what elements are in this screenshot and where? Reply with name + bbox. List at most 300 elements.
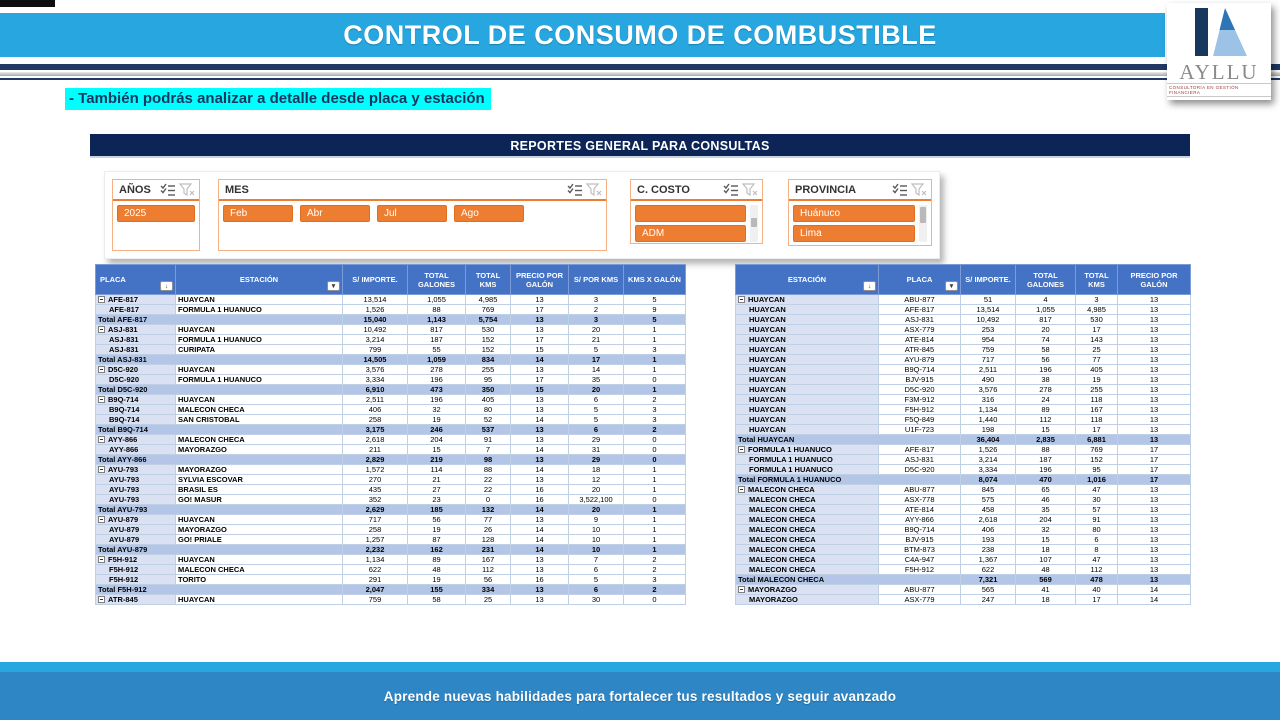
cell: 2,835	[1016, 435, 1076, 445]
cell: MALECON CHECA	[736, 545, 879, 555]
cell: 13	[1118, 315, 1191, 325]
cell: AYU-879	[96, 525, 176, 535]
cell: 167	[466, 555, 511, 565]
collapse-icon[interactable]	[98, 596, 105, 603]
cell: 565	[961, 585, 1016, 595]
cell: ATR-845	[96, 595, 176, 605]
cell: 817	[408, 325, 466, 335]
table-row	[96, 535, 686, 545]
cell: 196	[408, 375, 466, 385]
cell: B9Q-714	[96, 415, 176, 425]
cell: 14	[511, 505, 569, 515]
cell: Total MALECON CHECA	[736, 575, 961, 585]
table-row	[96, 465, 686, 475]
slicer-title: C. COSTO	[637, 183, 690, 196]
cell: MALECON CHECA	[736, 495, 879, 505]
multiselect-icon[interactable]	[723, 183, 739, 196]
cell: HUAYCAN	[736, 345, 879, 355]
cell: 3,214	[343, 335, 408, 345]
cell: 13	[1118, 555, 1191, 565]
cell: 13	[1118, 355, 1191, 365]
slicer-scrollbar[interactable]	[919, 205, 927, 242]
cell: 278	[1016, 385, 1076, 395]
cell: ATE-814	[879, 505, 961, 515]
cell: 32	[1016, 525, 1076, 535]
cell: 13	[1118, 305, 1191, 315]
sort-icon[interactable]: ↓	[160, 281, 173, 291]
cell: 187	[408, 335, 466, 345]
cell: 29	[569, 435, 624, 445]
cell: 46	[1016, 495, 1076, 505]
section-banner: REPORTES GENERAL PARA CONSULTAS	[90, 134, 1190, 158]
cell: 1,016	[1076, 475, 1118, 485]
cell: 13	[1118, 395, 1191, 405]
cell: 19	[408, 575, 466, 585]
slicer-title: AÑOS	[119, 183, 151, 196]
clear-filter-icon[interactable]	[586, 183, 602, 196]
cell: 40	[1076, 585, 1118, 595]
cell: 3	[569, 295, 624, 305]
slicer-years	[112, 179, 200, 251]
cell: 20	[569, 325, 624, 335]
slicer-item-blank[interactable]	[635, 205, 746, 222]
cell: 114	[408, 465, 466, 475]
total-row	[736, 575, 1191, 585]
cell: 152	[466, 335, 511, 345]
cell: 15,040	[343, 315, 408, 325]
cell: 7	[569, 555, 624, 565]
cell: 89	[408, 555, 466, 565]
collapse-icon[interactable]	[98, 366, 105, 373]
column-header: ESTACIÓN ↓	[736, 265, 879, 295]
cell: 537	[466, 425, 511, 435]
table-row	[96, 365, 686, 375]
cell: 10	[569, 545, 624, 555]
total-row	[736, 435, 1191, 445]
cell: ASJ-831	[879, 315, 961, 325]
cell: 406	[343, 405, 408, 415]
slicer-item-feb[interactable]: Feb	[223, 205, 293, 222]
cell: 255	[466, 365, 511, 375]
cell: 20	[1016, 325, 1076, 335]
cell: 185	[408, 505, 466, 515]
cell: MALECON CHECA	[176, 435, 343, 445]
cell: 291	[343, 575, 408, 585]
cell: 13	[1118, 335, 1191, 345]
cell: 51	[961, 295, 1016, 305]
cell: HUAYCAN	[176, 395, 343, 405]
cell: FORMULA 1 HUANUCO	[176, 375, 343, 385]
cell: HUAYCAN	[736, 305, 879, 315]
cell: 405	[1076, 365, 1118, 375]
subtitle-highlight: - También podrás analizar a detalle desde placa y estación	[65, 88, 491, 110]
cell: AYU-879	[96, 535, 176, 545]
cell: BJV-915	[879, 375, 961, 385]
cell: 57	[1076, 505, 1118, 515]
cell: 258	[343, 415, 408, 425]
cell: 14	[511, 545, 569, 555]
cell: 13	[511, 295, 569, 305]
cell: 187	[1016, 455, 1076, 465]
slicer-month	[218, 179, 607, 251]
cell: 19	[408, 415, 466, 425]
cell: 13	[1118, 325, 1191, 335]
cell: 16	[511, 495, 569, 505]
cell: HUAYCAN	[736, 385, 879, 395]
cell: 211	[343, 445, 408, 455]
table-row	[96, 415, 686, 425]
cell: HUAYCAN	[736, 405, 879, 415]
slicer-item-huánuco[interactable]: Huánuco	[793, 205, 915, 222]
cell: 112	[466, 565, 511, 575]
cell: 6	[569, 425, 624, 435]
column-header: KMS X GALÓN	[624, 265, 686, 295]
cell: F5H-912	[96, 555, 176, 565]
cell: 14,505	[343, 355, 408, 365]
cell: 13	[1118, 385, 1191, 395]
cell: 8	[1076, 545, 1118, 555]
cell: B9Q-714	[879, 525, 961, 535]
cell: 6,881	[1076, 435, 1118, 445]
cell: 22	[466, 475, 511, 485]
cell: 458	[961, 505, 1016, 515]
collapse-icon[interactable]	[98, 556, 105, 563]
cell: 88	[466, 465, 511, 475]
total-row	[96, 315, 686, 325]
cell: B9Q-714	[96, 405, 176, 415]
cell: 13	[511, 565, 569, 575]
cell: Total FORMULA 1 HUANUCO	[736, 475, 961, 485]
cell: 3,576	[343, 365, 408, 375]
cell: F5H-912	[96, 565, 176, 575]
cell: 7,321	[961, 575, 1016, 585]
cell: 219	[408, 455, 466, 465]
cell: 255	[1076, 385, 1118, 395]
cell: HUAYCAN	[736, 335, 879, 345]
cell: 473	[408, 385, 466, 395]
cell: 77	[466, 515, 511, 525]
table-row	[96, 395, 686, 405]
cell: 5	[569, 405, 624, 415]
table-row	[736, 405, 1191, 415]
cell: 1	[624, 485, 686, 495]
slicer-item-adm[interactable]: ADM	[635, 225, 746, 242]
filter-dropdown-icon[interactable]: ▼	[327, 281, 340, 291]
cell: Total AFE-817	[96, 315, 343, 325]
slicer-item-lima[interactable]: Lima	[793, 225, 915, 242]
cell: BTM-873	[879, 545, 961, 555]
column-header: TOTAL GALONES	[1016, 265, 1076, 295]
table-row	[736, 565, 1191, 575]
cell: 143	[1076, 335, 1118, 345]
cell: 47	[1076, 485, 1118, 495]
cell: 14	[511, 525, 569, 535]
table-row	[736, 515, 1191, 525]
collapse-icon[interactable]	[738, 446, 745, 453]
cell: 470	[1016, 475, 1076, 485]
table-row	[736, 465, 1191, 475]
cell: ASJ-831	[96, 335, 176, 345]
cell: 13	[511, 325, 569, 335]
cell: HUAYCAN	[736, 425, 879, 435]
cell: 1,134	[343, 555, 408, 565]
cell: 17	[511, 375, 569, 385]
cell: FORMULA 1 HUANUCO	[736, 455, 879, 465]
cell: 278	[408, 365, 466, 375]
cell: HUAYCAN	[176, 515, 343, 525]
table-row	[96, 565, 686, 575]
cell: MAYORAZGO	[736, 595, 879, 605]
cell: 13	[1118, 495, 1191, 505]
cell: 231	[466, 545, 511, 555]
cell: 1,059	[408, 355, 466, 365]
cell: Total AYU-879	[96, 545, 343, 555]
cell: 112	[1016, 415, 1076, 425]
cell: 1	[624, 355, 686, 365]
cell: 2,618	[961, 515, 1016, 525]
cell: 3,214	[961, 455, 1016, 465]
cell: AYY-866	[879, 515, 961, 525]
table-row	[736, 495, 1191, 505]
scrollbar-thumb[interactable]	[920, 207, 926, 223]
cell: 2	[624, 565, 686, 575]
sort-icon[interactable]: ↓	[863, 281, 876, 291]
cell: ABU-877	[879, 295, 961, 305]
cell: 196	[1016, 465, 1076, 475]
table-row	[736, 455, 1191, 465]
cell: U1F-723	[879, 425, 961, 435]
cell: ATR-845	[879, 345, 961, 355]
cell: 107	[1016, 555, 1076, 565]
cell: 10,492	[343, 325, 408, 335]
column-header: PLACA ▼	[879, 265, 961, 295]
table-row	[96, 345, 686, 355]
cell: 13	[1118, 565, 1191, 575]
table-row	[736, 425, 1191, 435]
total-row	[736, 475, 1191, 485]
cell: 13	[511, 315, 569, 325]
cell: AYU-879	[96, 515, 176, 525]
slicer-scrollbar[interactable]	[750, 205, 758, 242]
cell: 4,985	[1076, 305, 1118, 315]
table-row	[736, 585, 1191, 595]
slicer-item-list	[113, 201, 199, 226]
collapse-icon[interactable]	[98, 396, 105, 403]
table-row	[96, 305, 686, 315]
cell: 6	[569, 565, 624, 575]
collapse-icon[interactable]	[738, 296, 745, 303]
collapse-icon[interactable]	[738, 486, 745, 493]
cell: 334	[466, 585, 511, 595]
cell: 1	[624, 365, 686, 375]
cell: FORMULA 1 HUANUCO	[736, 445, 879, 455]
cell: 6	[1076, 535, 1118, 545]
multiselect-icon[interactable]	[567, 183, 583, 196]
column-header: S/ IMPORTE.	[961, 265, 1016, 295]
table-row	[736, 295, 1191, 305]
cell: HUAYCAN	[176, 555, 343, 565]
slicer-item-ago[interactable]: Ago	[454, 205, 524, 222]
cell: 118	[1076, 415, 1118, 425]
cell: MALECON CHECA	[176, 405, 343, 415]
cell: D5C-920	[879, 465, 961, 475]
cell: 1,526	[343, 305, 408, 315]
cell: 1,055	[1016, 305, 1076, 315]
cell: MALECON CHECA	[736, 555, 879, 565]
cell: 14	[511, 355, 569, 365]
cell: 17	[1118, 455, 1191, 465]
cell: 95	[1076, 465, 1118, 475]
cell: FORMULA 1 HUANUCO	[176, 305, 343, 315]
table-row	[96, 325, 686, 335]
cell: 152	[466, 345, 511, 355]
cell: Total HUAYCAN	[736, 435, 961, 445]
cell: 1	[624, 545, 686, 555]
column-header: PLACA ↓	[96, 265, 176, 295]
multiselect-icon[interactable]	[160, 183, 176, 196]
cell: HUAYCAN	[736, 375, 879, 385]
clear-filter-icon[interactable]	[179, 183, 195, 196]
cell: 246	[408, 425, 466, 435]
cell: 24	[1016, 395, 1076, 405]
cell: AYY-866	[96, 445, 176, 455]
cell: BRASIL ES	[176, 485, 343, 495]
cell: 253	[961, 325, 1016, 335]
cell: 48	[1016, 565, 1076, 575]
cell: 13,514	[961, 305, 1016, 315]
cell: 0	[624, 455, 686, 465]
cell: 1	[624, 525, 686, 535]
cell: HUAYCAN	[736, 395, 879, 405]
cell: 10	[569, 525, 624, 535]
cell: 15	[511, 345, 569, 355]
collapse-icon[interactable]	[98, 436, 105, 443]
cell: 954	[961, 335, 1016, 345]
cell: D5C-920	[96, 365, 176, 375]
cell: 769	[1076, 445, 1118, 455]
cell: ABU-877	[879, 485, 961, 495]
cell: 14	[569, 365, 624, 375]
cell: Total F5H-912	[96, 585, 343, 595]
clear-filter-icon[interactable]	[911, 183, 927, 196]
cell: 16	[511, 575, 569, 585]
cell: Total B9Q-714	[96, 425, 343, 435]
cell: 17	[1076, 595, 1118, 605]
cell: 80	[466, 405, 511, 415]
collapse-icon[interactable]	[98, 326, 105, 333]
cell: 196	[408, 395, 466, 405]
cell: 0	[624, 375, 686, 385]
footer-accent-strip	[0, 662, 1280, 672]
cell: B9Q-714	[96, 395, 176, 405]
cell: ATE-814	[879, 335, 961, 345]
cell: 20	[569, 385, 624, 395]
cell: 0	[624, 595, 686, 605]
cell: 58	[1016, 345, 1076, 355]
cell: 5,754	[466, 315, 511, 325]
cell: 13	[511, 425, 569, 435]
cell: 65	[1016, 485, 1076, 495]
cell: HUAYCAN	[736, 295, 879, 305]
cell: 1,526	[961, 445, 1016, 455]
cell: 17	[1076, 425, 1118, 435]
cell: 13	[511, 365, 569, 375]
column-header: TOTAL KMS	[466, 265, 511, 295]
cell: 21	[569, 335, 624, 345]
cell: 58	[408, 595, 466, 605]
collapse-icon[interactable]	[98, 466, 105, 473]
top-left-mark	[0, 0, 55, 7]
cell: F5Q-849	[879, 415, 961, 425]
cell: 3	[569, 315, 624, 325]
cell: GO! PRIALE	[176, 535, 343, 545]
cell: 8,074	[961, 475, 1016, 485]
cell: MAYORAZGO	[736, 585, 879, 595]
scrollbar-thumb[interactable]	[751, 218, 757, 227]
multiselect-icon[interactable]	[892, 183, 908, 196]
ayllu-logo-icon	[1188, 7, 1250, 62]
cell: HUAYCAN	[176, 295, 343, 305]
cell: 799	[343, 345, 408, 355]
cell: 95	[466, 375, 511, 385]
table-row	[96, 485, 686, 495]
clear-filter-icon[interactable]	[742, 183, 758, 196]
cell: 1	[624, 475, 686, 485]
collapse-icon[interactable]	[98, 296, 105, 303]
cell: 3,175	[343, 425, 408, 435]
slicer-item-abr[interactable]: Abr	[300, 205, 370, 222]
slicer-item-2025[interactable]: 2025	[117, 205, 195, 222]
cell: 13	[1118, 405, 1191, 415]
collapse-icon[interactable]	[738, 586, 745, 593]
cell: 17	[1118, 465, 1191, 475]
cell: 13	[1118, 505, 1191, 515]
cell: 167	[1076, 405, 1118, 415]
cell: 0	[624, 495, 686, 505]
cell: 55	[408, 345, 466, 355]
cell: 21	[408, 475, 466, 485]
cell: 2,047	[343, 585, 408, 595]
cell: 204	[408, 435, 466, 445]
cell: 0	[624, 445, 686, 455]
cell: 80	[1076, 525, 1118, 535]
cell: 15	[1016, 535, 1076, 545]
cell: 36,404	[961, 435, 1016, 445]
table-row	[736, 375, 1191, 385]
cell: 14	[511, 465, 569, 475]
cell: HUAYCAN	[176, 595, 343, 605]
total-row	[96, 505, 686, 515]
cell: 88	[408, 305, 466, 315]
cell: 112	[1076, 565, 1118, 575]
cell: 569	[1016, 575, 1076, 585]
cell: 2	[624, 425, 686, 435]
slicer-title: MES	[225, 183, 249, 196]
cell: 14	[511, 445, 569, 455]
cell: Total AYU-793	[96, 505, 343, 515]
slicer-header	[219, 180, 606, 201]
cell: 13	[1118, 575, 1191, 585]
divider-line	[0, 78, 1280, 80]
cell: 56	[1016, 355, 1076, 365]
slicer-item-jul[interactable]: Jul	[377, 205, 447, 222]
cell: MALECON CHECA	[736, 565, 879, 575]
collapse-icon[interactable]	[98, 516, 105, 523]
cell: 258	[343, 525, 408, 535]
filter-dropdown-icon[interactable]: ▼	[945, 281, 958, 291]
cell: HUAYCAN	[176, 325, 343, 335]
cell: 406	[961, 525, 1016, 535]
